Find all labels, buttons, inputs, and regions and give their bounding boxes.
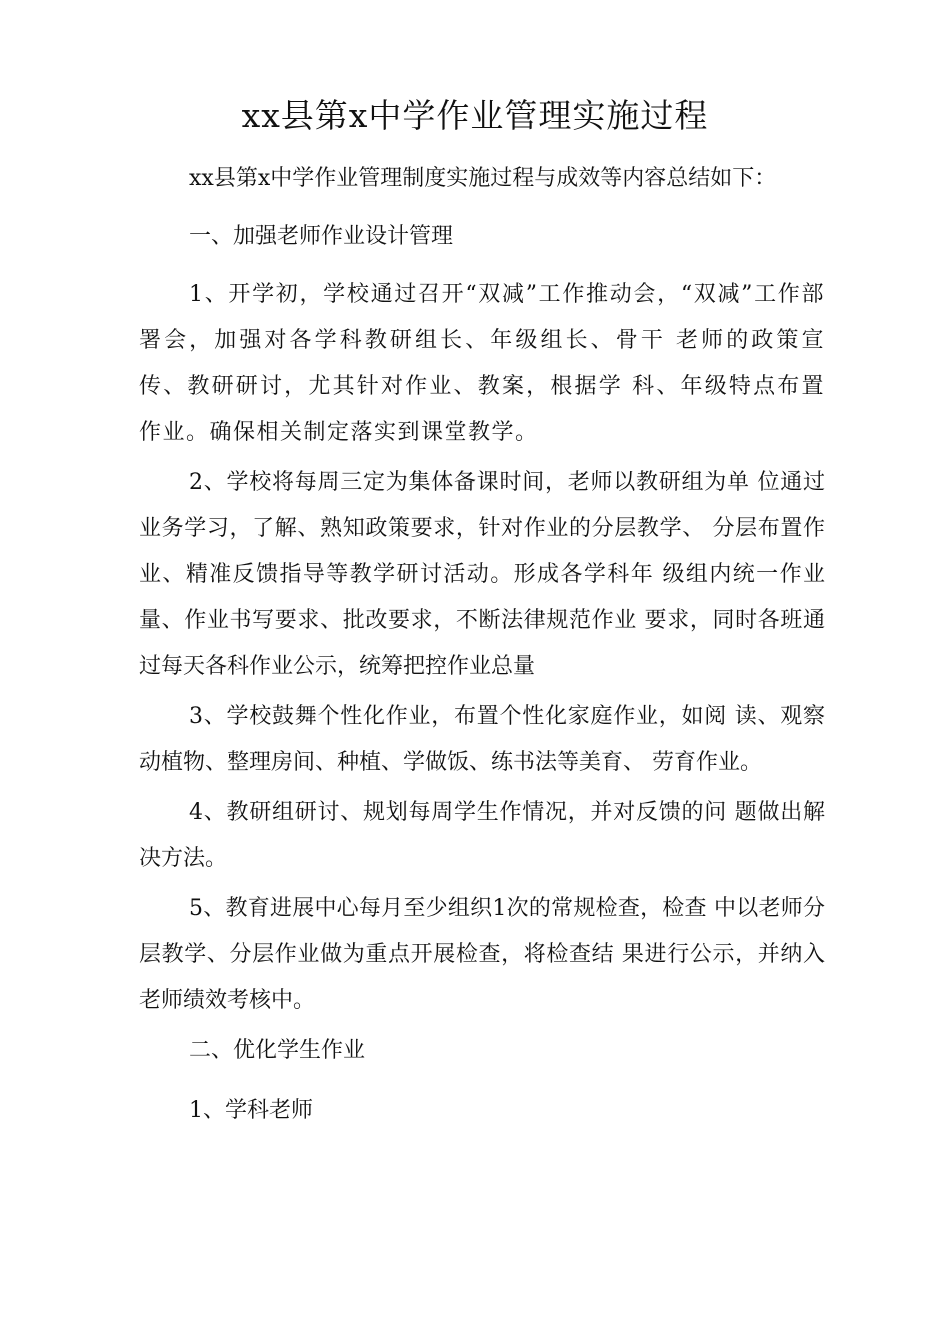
document-body [139,156,825,1134]
intro-paragraph: xx县第x中学作业管理制度实施过程与成效等内容总结如下： [189,166,777,191]
list-item-4: 4、教研组研讨、规划每周学生作情况，并对反馈的问 题做出解决方法。 [139,800,825,871]
section-2-item-1: 1、学科老师 [189,1098,313,1123]
list-item-3: 3、学校鼓舞个性化作业，布置个性化家庭作业，如阅 读、观察动植物、整理房间、种植、学做饭、练书法等美育、 劳育作业。 [139,704,825,775]
list-item-5: 5、教育进展中心每月至少组织1次的常规检查，检查 中以老师分层教学、分层作业做为重点开展检查，将检查结 果进行公示，并纳入老师绩效考核中。 [139,896,825,1013]
list-item-2: 2、学校将每周三定为集体备课时间，老师以教研组为单 位通过业务学习，了解、熟知政策要求，针对作业的分层教学、 分层布置作业、精准反馈指导等教学研讨活动。形成各学科年 级组内统一作业量、作业书写要求、批改要求，不断法律规范作业 要求，同时各班通过每天各科作业公示，统筹把控作业总量 [139,470,825,679]
section-heading-1: 一、加强老师作业设计管理 [189,224,454,249]
list-item-1: 1、开学初，学校通过召开“双减”工作推动会，“双减”工作部署会，加强对各学科教研组长、年级组长、骨干 老师的政策宣传、教研研讨，尤其针对作业、教案，根据学 科、年级特点布置作业。确保相关制定落实到课堂教学。 [139,282,825,445]
section-heading-2: 二、优化学生作业 [189,1038,366,1063]
document-title: xx县第x中学作业管理实施过程 [241,96,709,135]
